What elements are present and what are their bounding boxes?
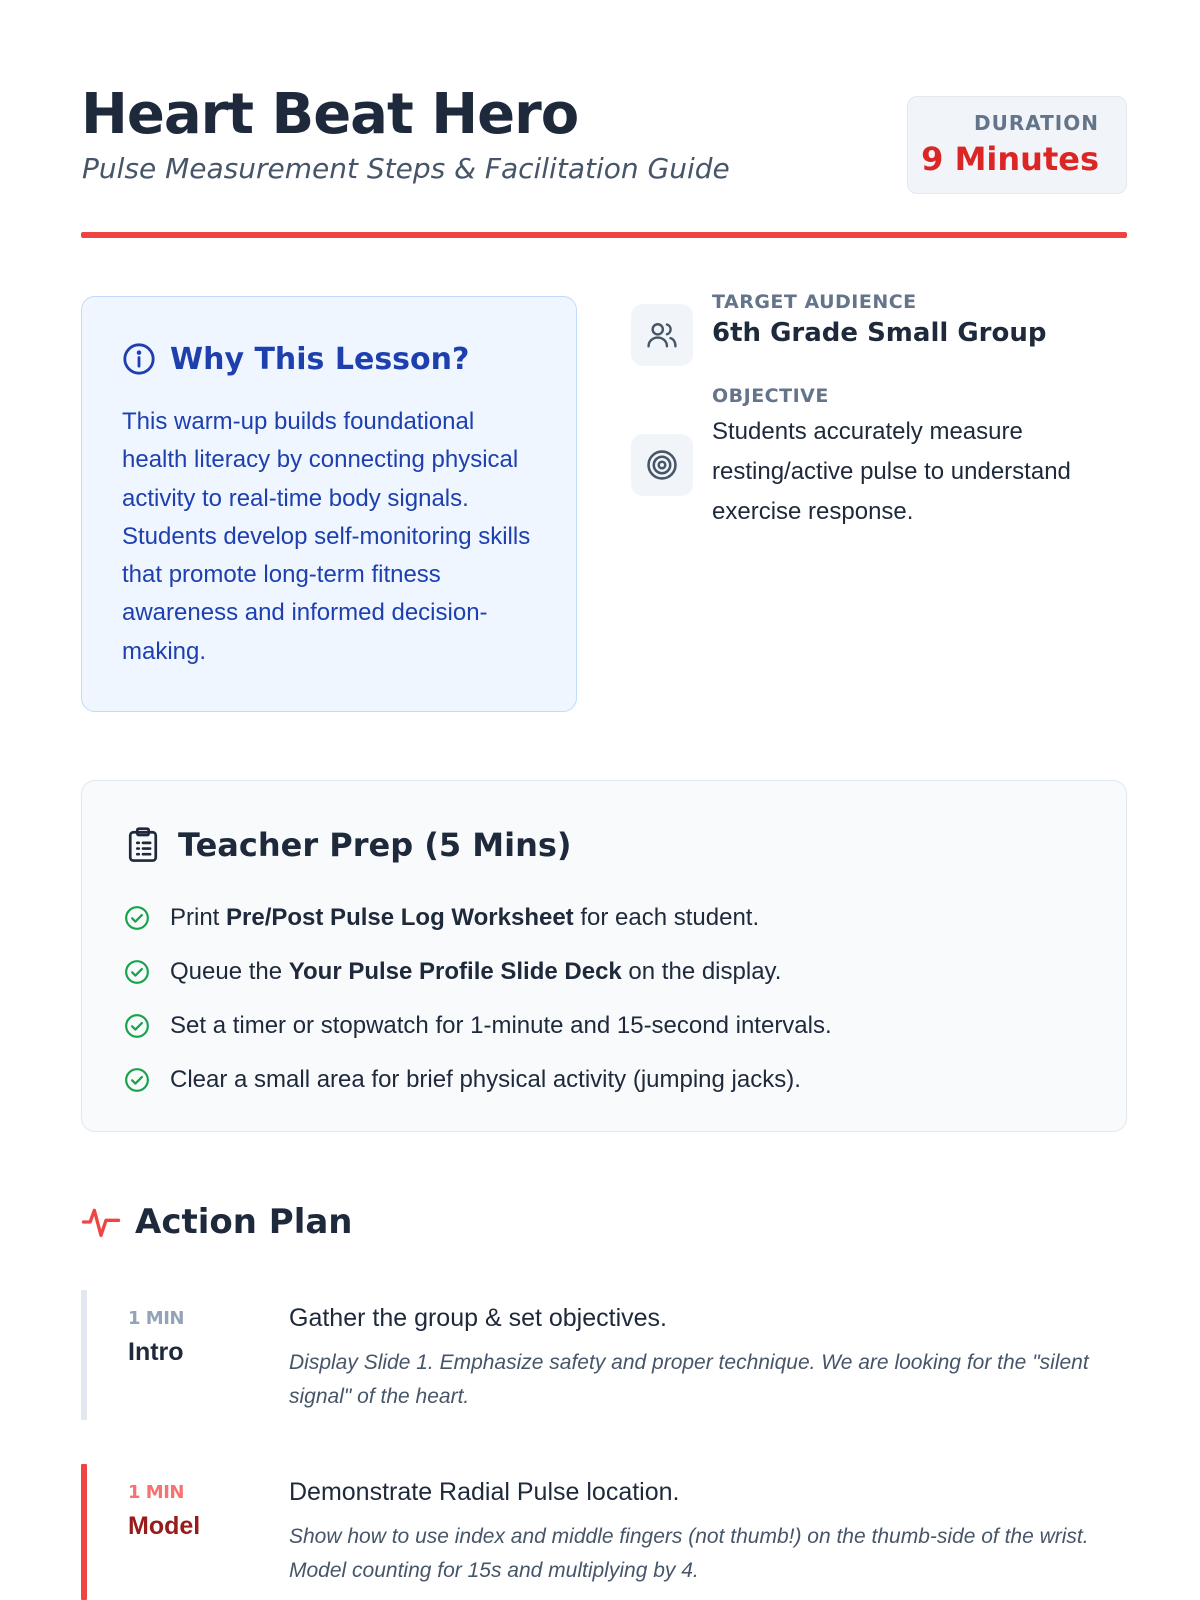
prep-item bbox=[124, 1053, 832, 1107]
check-circle-icon bbox=[124, 1013, 150, 1039]
action-plan-header bbox=[81, 1198, 353, 1246]
clipboard-icon bbox=[126, 826, 160, 864]
step-duration: 1 MIN bbox=[128, 1308, 184, 1329]
action-plan-title: Action Plan bbox=[135, 1202, 353, 1242]
step-description: Gather the group & set objectives. bbox=[289, 1304, 667, 1332]
page-subtitle: Pulse Measurement Steps & Facilitation Guide bbox=[82, 152, 730, 185]
duration-label: DURATION bbox=[974, 111, 1099, 135]
prep-item bbox=[124, 999, 832, 1053]
step-description: Demonstrate Radial Pulse location. bbox=[289, 1478, 680, 1506]
prep-item-text: Queue the Your Pulse Profile Slide Deck on the display. bbox=[170, 958, 782, 985]
action-step-model bbox=[81, 1464, 1127, 1600]
header-divider bbox=[81, 232, 1127, 238]
step-duration: 1 MIN bbox=[128, 1482, 184, 1503]
teacher-prep-card bbox=[81, 780, 1127, 1132]
prep-item-text: Set a timer or stopwatch for 1-minute and 15-second intervals. bbox=[170, 1012, 832, 1039]
objective-value: Students accurately measure resting/active pulse to understand exercise response. bbox=[712, 418, 1071, 525]
prep-item-text: Print Pre/Post Pulse Log Worksheet for each student. bbox=[170, 904, 760, 931]
why-lesson-card bbox=[81, 296, 577, 712]
check-circle-icon bbox=[124, 905, 150, 931]
duration-value: 9 Minutes bbox=[921, 140, 1099, 178]
info-icon bbox=[122, 342, 156, 376]
users-icon-tile bbox=[631, 304, 693, 366]
page-title: Heart Beat Hero bbox=[81, 82, 579, 147]
objective-label: OBJECTIVE bbox=[712, 385, 829, 407]
teacher-prep-title: Teacher Prep (5 Mins) bbox=[178, 826, 572, 864]
prep-item bbox=[124, 945, 832, 999]
header bbox=[81, 80, 1127, 240]
teacher-prep-list bbox=[124, 891, 832, 1107]
step-name: Model bbox=[128, 1512, 201, 1540]
why-lesson-text: This warm-up builds foundational health literacy by connecting physical activity to real-time body signals. Students develop self-monitoring skills that promote long-term fitness awareness and informed decision-making. bbox=[122, 408, 531, 665]
heartbeat-icon bbox=[81, 1202, 121, 1242]
why-lesson-header bbox=[122, 337, 469, 381]
prep-item bbox=[124, 891, 832, 945]
duration-badge bbox=[907, 96, 1127, 194]
prep-item-text: Clear a small area for brief physical activity (jumping jacks). bbox=[170, 1066, 801, 1093]
audience-label: TARGET AUDIENCE bbox=[712, 291, 917, 313]
check-circle-icon bbox=[124, 959, 150, 985]
step-note: Display Slide 1. Emphasize safety and proper technique. We are looking for the "silent signal" of the heart. bbox=[289, 1351, 1089, 1408]
action-step-intro bbox=[81, 1290, 1127, 1420]
step-indicator-bar bbox=[81, 1290, 87, 1420]
teacher-prep-header bbox=[126, 823, 572, 867]
why-lesson-title: Why This Lesson? bbox=[170, 341, 470, 377]
step-indicator-bar bbox=[81, 1464, 87, 1600]
target-icon bbox=[645, 448, 679, 482]
check-circle-icon bbox=[124, 1067, 150, 1093]
target-icon-tile bbox=[631, 434, 693, 496]
users-icon bbox=[645, 318, 679, 352]
audience-value: 6th Grade Small Group bbox=[712, 318, 1047, 348]
step-name: Intro bbox=[128, 1338, 184, 1366]
step-note: Show how to use index and middle fingers (not thumb!) on the thumb-side of the wrist. Model counting for 15s and multiplying by 4. bbox=[289, 1525, 1089, 1582]
